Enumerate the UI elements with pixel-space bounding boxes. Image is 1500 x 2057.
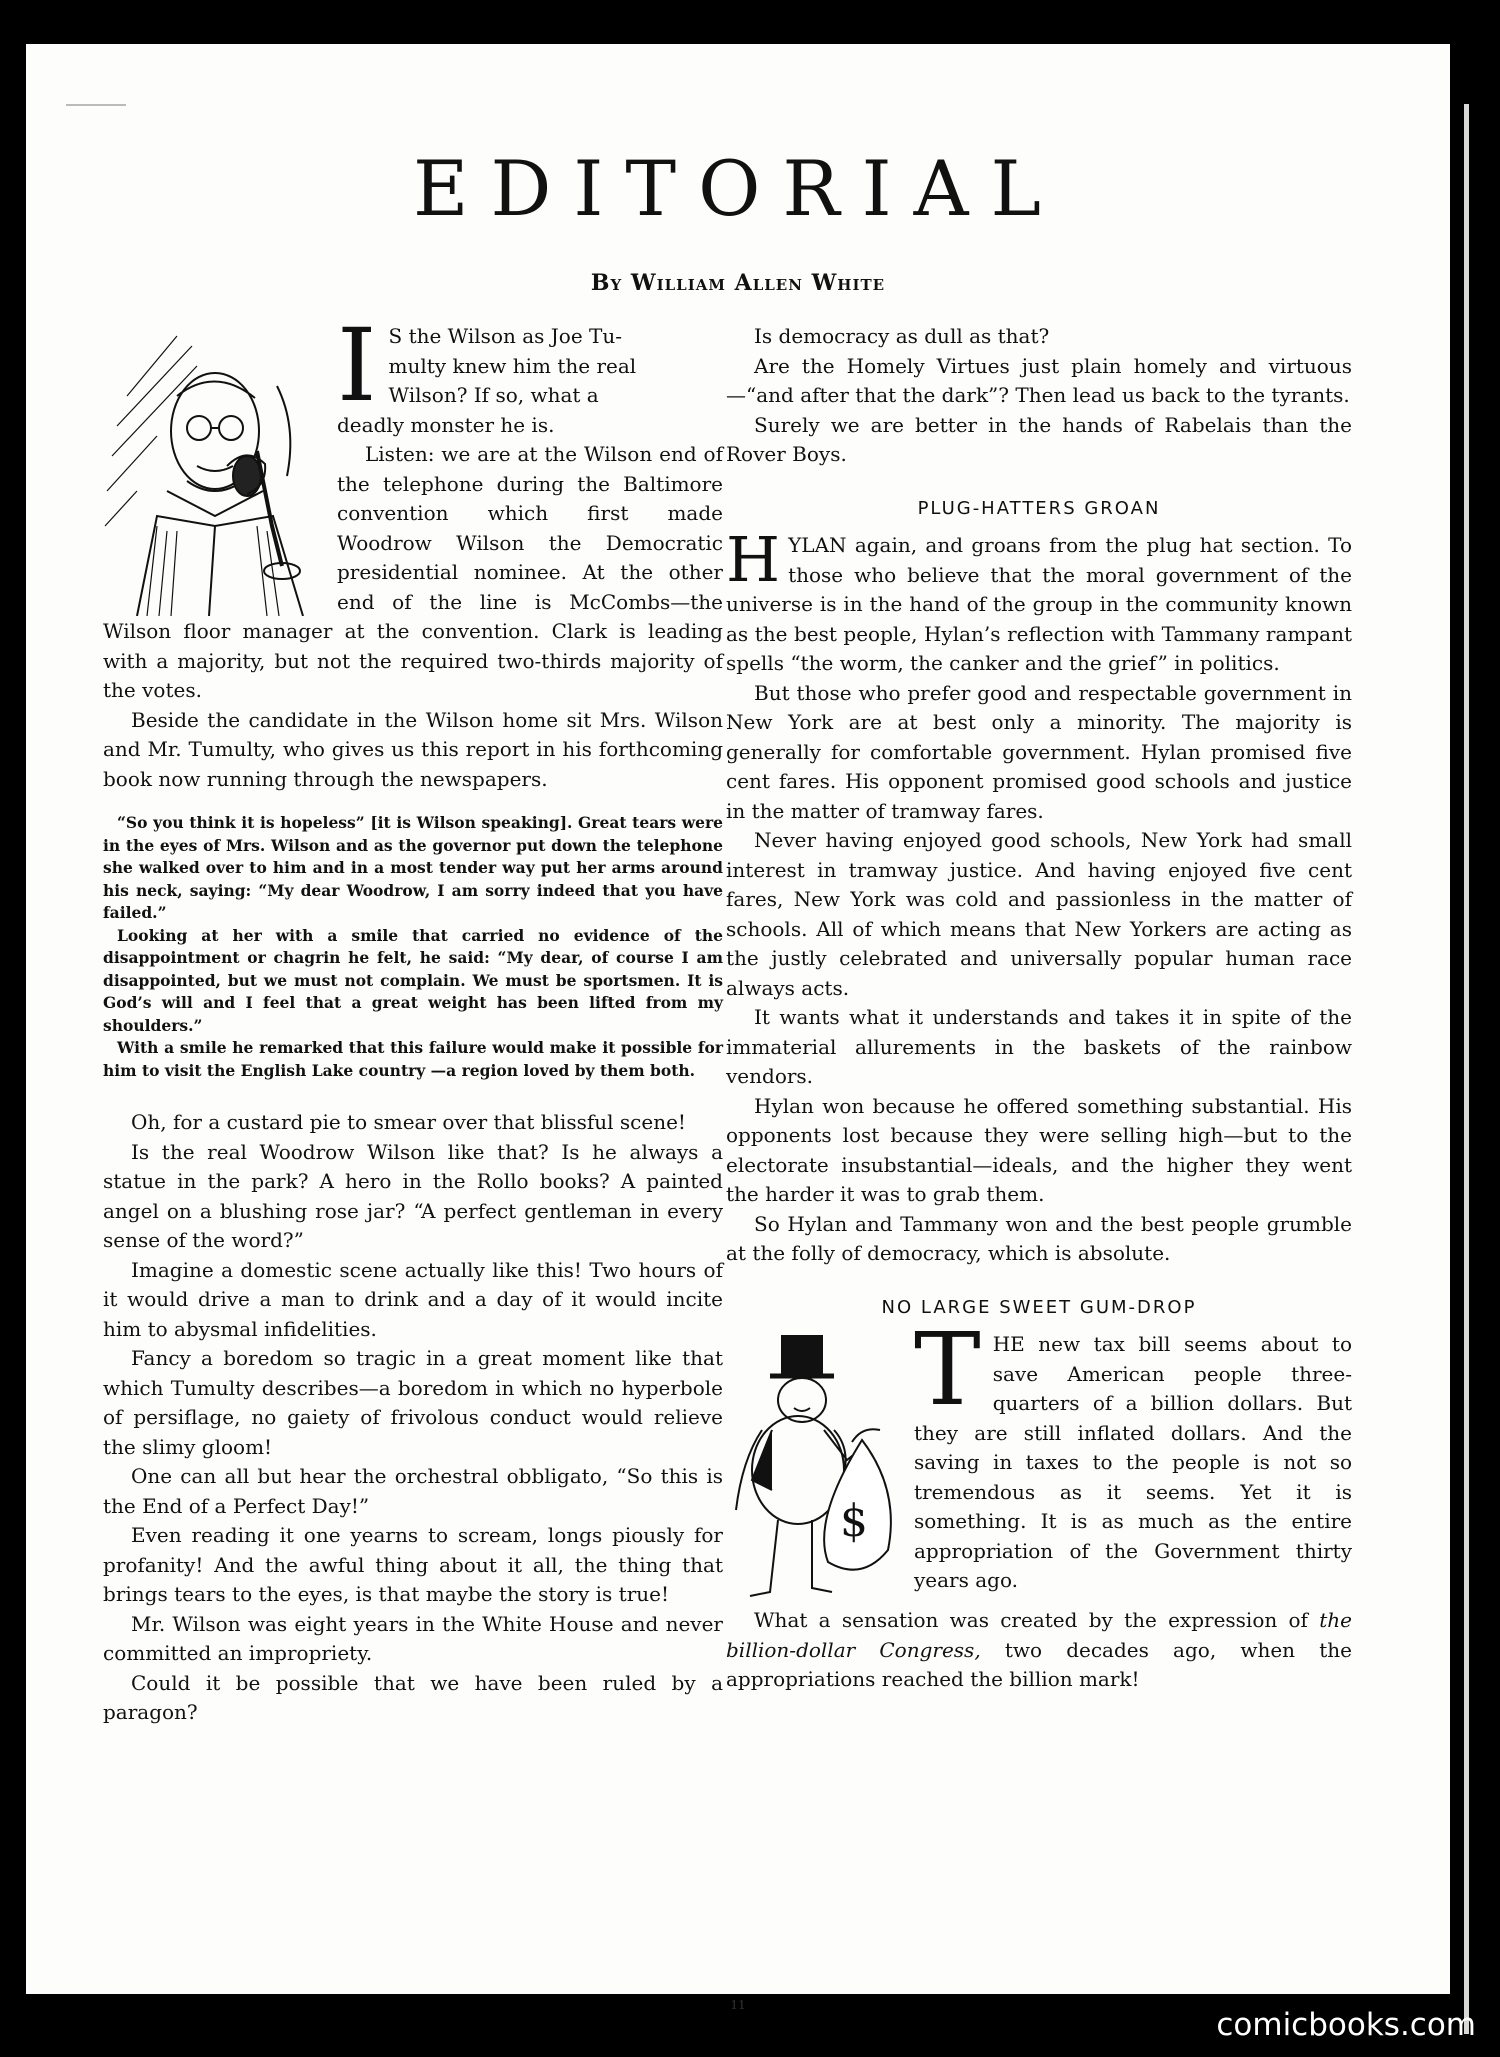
page-title: EDITORIAL xyxy=(412,144,1064,233)
paragraph: One can all but hear the orchestral obbligato, “So this is the End of a Perfect Day!” xyxy=(103,1464,723,1518)
paragraph: It wants what it understands and takes it in spite of the immaterial allurements in the baskets of the rainbow vendors. xyxy=(726,1005,1352,1088)
paragraph: Are the Homely Virtues just plain homely and virtuous—“and after that the dark”? Then lead us back to the tyrants. xyxy=(726,353,1352,407)
moneybag-man-illustration xyxy=(712,1330,908,1606)
paragraph: Is the real Woodrow Wilson like that? Is he always a statue in the park? A hero in the Rollo books? A painted angel on a blushing rose jar? “A perfect gentleman in every sense of the word?” xyxy=(103,1139,723,1252)
paragraph: Oh, for a custard pie to smear over that blissful scene! xyxy=(131,1110,686,1134)
left-column xyxy=(103,307,723,1728)
watermark: comicbooks.com xyxy=(1216,2007,1476,2043)
page-number: 11 xyxy=(730,1998,746,2012)
paragraph: Fancy a boredom so tragic in a great moment like that which Tumulty describes—a boredom in which no hyperbole of persiflage, no gaiety of frivolous conduct would relieve the slimy gloom! xyxy=(103,1346,723,1459)
closing-tail: two decades ago, when the appropriations reached the billion mark! xyxy=(726,1637,1352,1691)
intro-line: S the Wilson as Joe Tu- xyxy=(388,324,623,348)
paragraph: Listen: we are at the Wilson end of the telephone during the Baltimore convention which first made Woodrow Wilson the Democratic presidential nominee. At the other end of the line is McCombs—the Wilson floor manager at the convention. Clark is leading with a majority, but not the required two-thirds majority of the votes. xyxy=(103,442,723,702)
paragraph: Could it be possible that we have been ruled by a paragon? xyxy=(103,1670,723,1724)
svg-text:$: $ xyxy=(840,1496,868,1547)
quote-paragraph: “So you think it is hopeless” [it is Wilson speaking]. Great tears were in the eyes of Mrs. Wilson and as the governor put down the telephone she walked over to him and in a most tender way put her arms around his neck, saying: “My dear Woodrow, I am sorry indeed that you have failed.” xyxy=(103,813,723,922)
quote-paragraph: With a smile he remarked that this failure would make it possible for him to visit the English Lake country —a region loved by them both. xyxy=(103,1038,723,1080)
paragraph: But those who prefer good and respectable government in New York are at best only a minority. The majority is generally for comfortable government. Hylan promised five cent fares. His opponent promised good schools and justice in the matter of tramway fares. xyxy=(726,680,1352,823)
paragraph: HE new tax bill seems about to save American people three-quarters of a billion dollars. But they are still inflated dollars. And the saving in taxes to the people is not so tremendous as it seems. Yet it is something. It is as much as the entire appropriation of the Government thirty years ago. xyxy=(914,1332,1352,1592)
dropcap-i: I xyxy=(337,307,377,424)
paragraph: Surely we are better in the hands of Rabelais than the Rover Boys. xyxy=(726,412,1352,466)
paragraph: Hylan won because he offered something substantial. His opponents lost because they were selling high—but to the electorate insubstantial—ideals, and the higher they went the harder it was to grab them. xyxy=(726,1093,1352,1206)
byline: By William Allen White xyxy=(590,270,886,296)
paragraph: Beside the candidate in the Wilson home sit Mrs. Wilson and Mr. Tumulty, who gives us this report in his forthcoming book now running through the newspapers. xyxy=(103,707,723,791)
dropcap-t: T xyxy=(914,1311,981,1428)
corner-rule xyxy=(66,104,126,106)
paragraph: Imagine a domestic scene actually like this! Two hours of it would drive a man to drink and a day of it would incite him to abysmal infidelities. xyxy=(103,1257,723,1341)
wilson-telephone-illustration xyxy=(97,316,333,616)
paragraph: Never having enjoyed good schools, New York had small interest in tramway justice. And having enjoyed five cent fares, New York was cold and passionless in the matter of schools. All of which means that New Yorkers are acting as the justly celebrated and universally popular human race always acts. xyxy=(726,828,1352,1000)
page-fold xyxy=(1464,104,1469,2034)
right-column xyxy=(726,322,1352,1695)
quote-paragraph: Looking at her with a smile that carried no evidence of the disappointment or chagrin he felt, he said: “My dear, of course I am disappointed, but we must not complain. We must be sportsmen. It is God’s will and I feel that a great weight has been lifted from my shoulders.” xyxy=(103,925,723,1035)
block-quote xyxy=(103,812,723,1082)
paragraph: Even reading it one yearns to scream, longs piously for profanity! And the awful thing about it all, the thing that brings tears to the eyes, is that maybe the story is true! xyxy=(103,1523,723,1606)
dropcap-h: H xyxy=(726,523,781,596)
intro-line: Wilson? If so, what a xyxy=(388,383,599,407)
closing-italic: the billion-dollar Congress, xyxy=(726,1608,1352,1662)
section-heading-gum-drop: NO LARGE SWEET GUM-DROP xyxy=(881,1296,1197,1318)
paragraph: YLAN again, and groans from the plug hat section. To those who believe that the moral government of the universe is in the hand of the group in the community known as the best people, Hylan’s reflection with Tammany rampant spells “the worm, the canker and the grief” in politics. xyxy=(726,533,1352,675)
intro-line: multy knew him the real xyxy=(388,353,637,378)
paragraph: Mr. Wilson was eight years in the White House and never committed an impropriety. xyxy=(103,1611,723,1665)
section-heading-plug-hatters: PLUG-HATTERS GROAN xyxy=(917,497,1161,519)
closing-paragraph xyxy=(726,1606,1352,1695)
paragraph: So Hylan and Tammany won and the best people grumble at the folly of democracy, which is absolute. xyxy=(726,1211,1352,1265)
closing-lead: What a sensation was created by the expression of xyxy=(754,1608,1320,1632)
paragraph: Is democracy as dull as that? xyxy=(754,324,1050,348)
intro-line: deadly monster he is. xyxy=(337,412,555,437)
magazine-page xyxy=(26,44,1450,2012)
